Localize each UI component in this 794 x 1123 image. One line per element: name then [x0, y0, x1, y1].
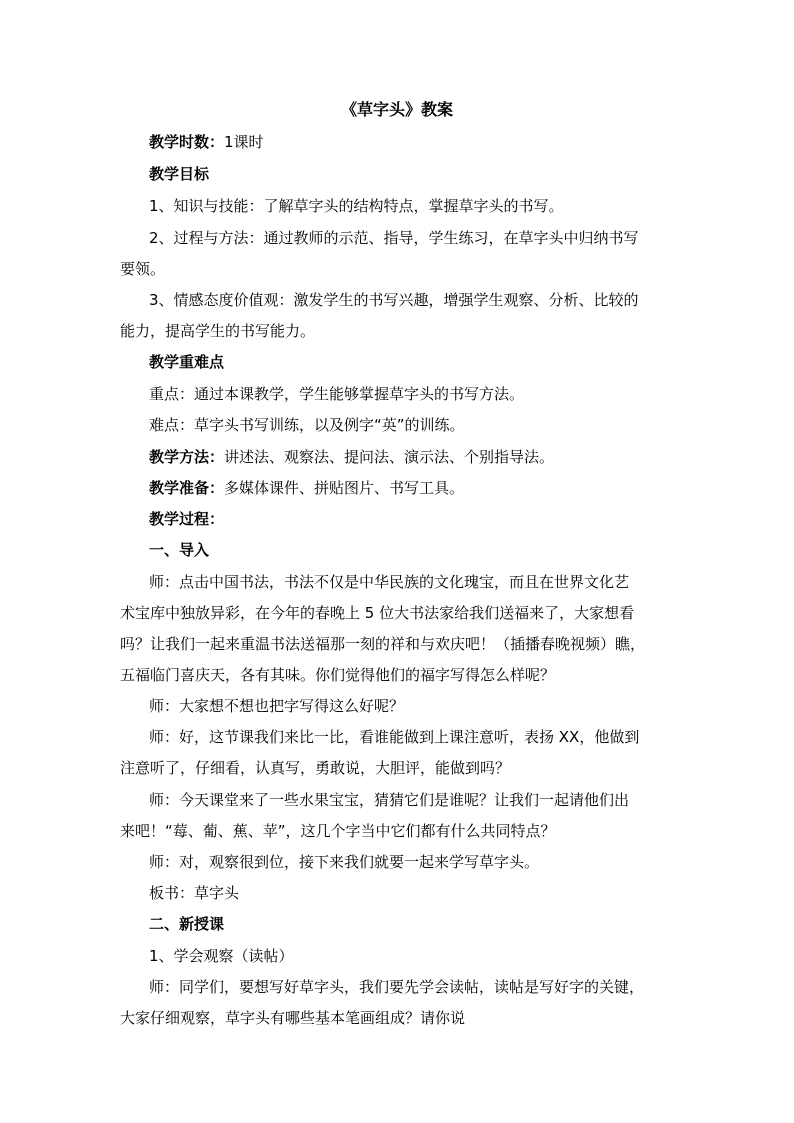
methods-value: 讲述法、观察法、提问法、演示法、个别指导法。: [224, 448, 555, 466]
document-title: 《草字头》教案: [340, 100, 453, 119]
paragraph-1-line-2: 术宝库中独放异彩，在今年的春晚上 5 位大书法家给我们送福来了，大家想看: [120, 604, 635, 622]
subsection-1-heading: 1、学会观察（读帖）: [149, 947, 294, 965]
objective-1: 1、知识与技能：了解草字头的结构特点，掌握草字头的书写。: [149, 197, 564, 215]
paragraph-4-line-1: 师：今天课堂来了一些水果宝宝，猜猜它们是谁呢？让我们一起请他们出: [149, 791, 630, 809]
paragraph-3-line-2: 注意听了，仔细看，认真写，勇敢说，大胆评，能做到吗？: [120, 759, 511, 777]
key-point: 重点：通过本课教学，学生能够掌握草字头的书写方法。: [149, 385, 525, 403]
objective-2-line-1: 2、过程与方法：通过教师的示范、指导，学生练习，在草字头中归纳书写: [149, 229, 639, 247]
section-1-heading: 一、导入: [149, 541, 210, 559]
objective-2-line-2: 要领。: [120, 260, 166, 278]
paragraph-6-line-2: 大家仔细观察，草字头有哪些基本笔画组成？请你说: [120, 1009, 466, 1027]
lesson-time-label: 教学时数：: [149, 133, 225, 151]
paragraph-1-line-3: 吗？让我们一起来重温书法送福那一刻的祥和与欢庆吧！（插播春晚视频）瞧，: [120, 635, 646, 653]
paragraph-6-line-1: 师：同学们，要想写好草字头，我们要先学会读帖，读帖是写好字的关键，: [149, 978, 645, 996]
objectives-heading: 教学目标: [149, 165, 210, 183]
lesson-time-line: [149, 130, 264, 154]
paragraph-3-line-1: 师：好，这节课我们来比一比，看谁能做到上课注意听，表扬 XX，他做到: [149, 728, 640, 746]
difficult-point: 难点：草字头书写训练，以及例字“英”的训练。: [149, 416, 465, 434]
paragraph-5: 师：对，观察很到位，接下来我们就要一起来学写草字头。: [149, 853, 540, 871]
prep-line: [149, 476, 464, 500]
lesson-time-value: 1课时: [224, 133, 264, 151]
paragraph-4-line-2: 来吧！“莓、葡、蕉、苹”，这几个字当中它们都有什么共同特点？: [120, 822, 556, 840]
methods-label: 教学方法：: [149, 448, 225, 466]
paragraph-1-line-4: 五福临门喜庆天，各有其味。你们觉得他们的福字写得怎么样呢？: [120, 666, 556, 684]
objective-3-line-2: 能力，提高学生的书写能力。: [120, 322, 316, 340]
key-difficult-heading: 教学重难点: [149, 353, 225, 371]
methods-line: [149, 445, 554, 469]
prep-label: 教学准备：: [149, 479, 225, 497]
section-2-heading: 二、新授课: [149, 915, 225, 933]
prep-value: 多媒体课件、拼贴图片、书写工具。: [224, 479, 465, 497]
process-heading: 教学过程：: [149, 510, 225, 528]
paragraph-1-line-1: 师：点击中国书法，书法不仅是中华民族的文化瑰宝，而且在世界文化艺: [149, 573, 630, 591]
paragraph-2: 师：大家想不想也把字写得这么好呢？: [149, 697, 405, 715]
board-writing: 板书：草字头: [149, 884, 240, 902]
objective-3-line-1: 3、情感态度价值观：激发学生的书写兴趣，增强学生观察、分析、比较的: [149, 291, 639, 309]
